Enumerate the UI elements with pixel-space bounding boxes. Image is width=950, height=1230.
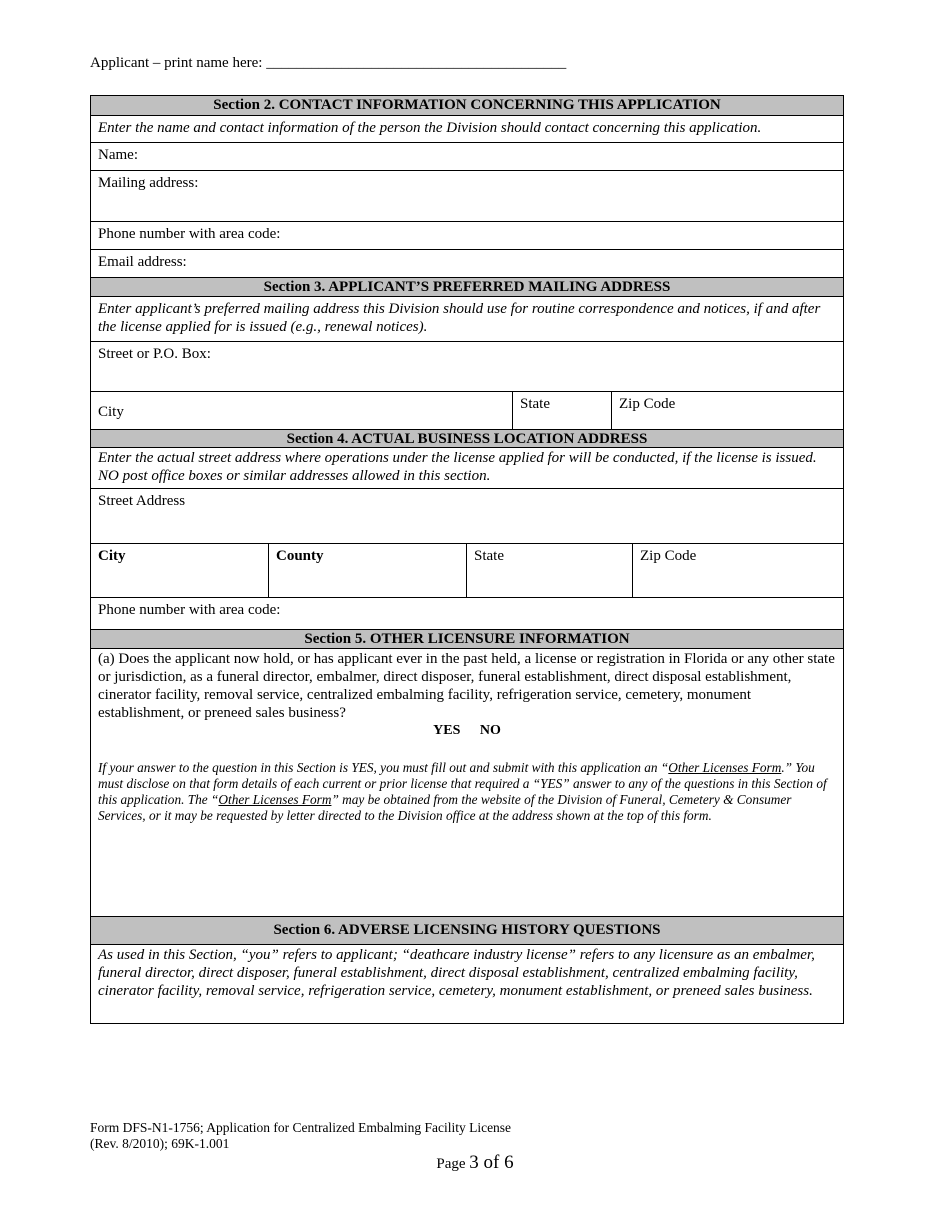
section5-note-part3: ” may be obtained from the website of the Division of Funeral, Cemetery & Consumer Services, or it may be requested by letter directed to the Division office at the address shown at the top of this form. [98,792,792,823]
applicant-name-blank[interactable]: ________________________________________ [266,55,567,71]
section6-title: Section 6. ADVERSE LICENSING HISTORY QUESTIONS [273,922,661,938]
section4-zip-label: Zip Code [640,548,697,564]
form-footer [90,1120,511,1152]
section2-email-label: Email address: [98,254,187,270]
page-word: Page [436,1156,466,1172]
section4-county-label: County [276,548,324,564]
section3-zip-field[interactable] [612,392,843,429]
application-form [90,95,844,1024]
section2-phone-field[interactable] [91,222,843,250]
section5-note-part2: .” You must disclose on that form details of each current or prior license that required a “YES” answer to any of the questions in this Section of this application. The “ [98,760,827,807]
section5-note-part1: If your answer to the question in this Section is YES, you must fill out and submit with this application an “ [98,760,669,775]
section3-street-field[interactable] [91,342,843,392]
section2-phone-label: Phone number with area code: [98,226,281,242]
applicant-name-line [90,55,566,72]
applicant-name-label: Applicant – print name here: [90,55,263,71]
section3-state-label: State [520,396,550,412]
section2-header [91,96,843,116]
section2-mailing-label: Mailing address: [98,175,199,191]
yes-option[interactable]: YES [433,723,461,738]
section3-state-field[interactable] [513,392,612,429]
footer-revision: (Rev. 8/2010); 69K-1.001 [90,1136,230,1151]
page-number [0,1152,950,1174]
section4-city-label: City [98,548,126,564]
section4-street-field[interactable] [91,489,843,544]
section6-instructions: As used in this Section, “you” refers to applicant; “deathcare industry license” refers to any licensure as an embalmer, funeral director, direct disposer, funeral establishment, direct disposal establishment, centralized embalming facility, cinerator facility, removal service, refrigeration service, cemetery, monument establishment, or preneed sales business. [98,947,815,999]
section4-state-field[interactable] [467,544,633,597]
section3-zip-label: Zip Code [619,396,676,412]
section5-body [91,649,843,917]
section5-title: Section 5. OTHER LICENSURE INFORMATION [304,631,630,647]
footer-form-id: Form DFS-N1-1756; Application for Centralized Embalming Facility License [90,1120,512,1135]
section2-email-field[interactable] [91,250,843,278]
section4-county-field[interactable] [269,544,467,597]
section4-state-label: State [474,548,504,564]
section6-header [91,917,843,945]
section2-name-label: Name: [98,147,138,163]
page-count: 3 of 6 [469,1152,514,1173]
section2-title: Section 2. CONTACT INFORMATION CONCERNING THIS APPLICATION [213,97,721,113]
section2-mailing-field[interactable] [91,171,843,222]
section3-instructions: Enter applicant’s preferred mailing address this Division should use for routine correspondence and notices, if and after the license applied for is issued (e.g., renewal notices). [91,297,843,342]
section2-instructions: Enter the name and contact information of the person the Division should contact concerning this application. [91,116,843,143]
section4-city-field[interactable] [91,544,269,597]
section4-phone-label: Phone number with area code: [98,602,281,618]
section3-street-label: Street or P.O. Box: [98,346,211,362]
section5-yes-no [98,722,836,740]
section4-street-label: Street Address [98,493,186,509]
section4-instructions: Enter the actual street address where operations under the license applied for will be conducted, if the license is issued. NO post office boxes or similar addresses allowed in this section. [91,448,843,489]
other-licenses-form-link-2[interactable]: Other Licenses Form [218,792,332,807]
no-option[interactable]: NO [479,723,501,738]
section4-zip-field[interactable] [633,544,843,597]
section3-title: Section 3. APPLICANT’S PREFERRED MAILING ADDRESS [263,279,671,295]
section3-city-label: City [98,404,124,420]
other-licenses-form-link-1[interactable]: Other Licenses Form [668,760,782,775]
section4-phone-field[interactable] [91,598,843,630]
section5-header [91,630,843,649]
section2-name-field[interactable] [91,143,843,171]
section3-city-state-zip-row [91,392,843,430]
section4-title: Section 4. ACTUAL BUSINESS LOCATION ADDRESS [286,431,648,447]
section5-note [98,760,836,824]
section3-city-field[interactable] [91,392,513,429]
section4-city-county-state-zip-row [91,544,843,598]
section5-question: (a) Does the applicant now hold, or has applicant ever in the past held, a license or registration in Florida or any other state or jurisdiction, as a funeral director, embalmer, direct disposer, funeral establishment, direct disposal establishment, cinerator facility, removal service, centralized embalming facility, refrigeration service, cemetery, monument establishment, or preneed sales business? [98,651,835,721]
section4-header [91,430,843,448]
section3-header [91,278,843,297]
